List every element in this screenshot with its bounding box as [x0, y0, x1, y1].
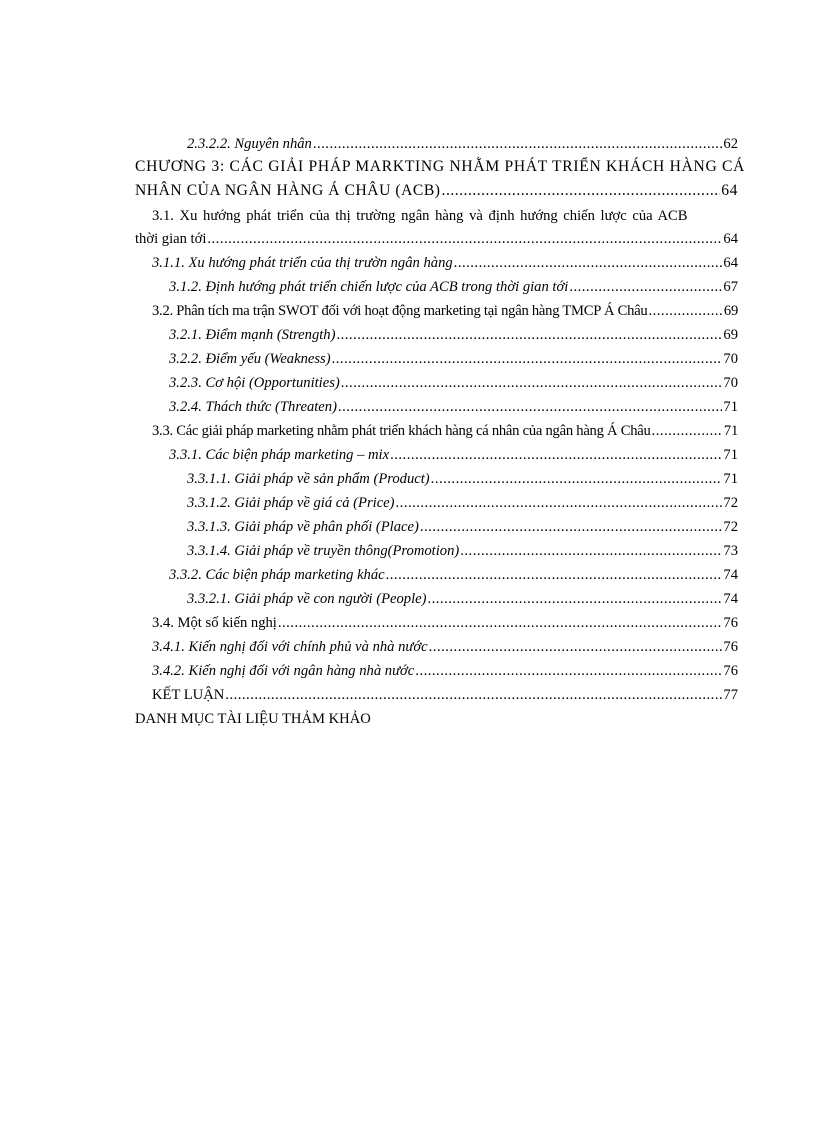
toc-entry-3-4-1 [152, 638, 738, 656]
toc-page-number: 76 [723, 663, 738, 679]
toc-page-number: 76 [723, 615, 738, 631]
toc-page-number: 71 [723, 423, 738, 439]
toc-entry-title: 2.3.2.2. Nguyên nhân [187, 136, 312, 152]
toc-page-number: 71 [723, 399, 738, 415]
toc-page-number: 64 [723, 255, 738, 271]
toc-entry-title: 3.2.3. Cơ hội (Opportunities) [169, 375, 340, 391]
toc-leader [396, 494, 723, 512]
toc-leader [313, 135, 723, 153]
toc-leader [429, 638, 723, 656]
toc-section-3-3 [152, 422, 738, 440]
toc-page-number: 70 [723, 351, 738, 367]
toc-leader [278, 614, 723, 632]
toc-leader [341, 374, 723, 392]
toc-leader [338, 398, 722, 416]
toc-leader [431, 470, 723, 488]
toc-entry-title: 3.3.1. Các biện pháp marketing – mix [169, 447, 390, 463]
toc-page-number: 70 [723, 375, 738, 391]
toc-page-number: 71 [723, 471, 738, 487]
toc-entry-title: 3.3. Các giải pháp marketing nhằm phát triển khách hàng cá nhân của ngân hàng Á Châu [152, 423, 651, 439]
toc-entry-2-3-2-2 [187, 135, 738, 153]
toc-page-number: 73 [723, 543, 738, 559]
toc-page-number: 71 [723, 447, 738, 463]
toc-entry-3-2-4 [169, 398, 738, 416]
toc-page-number: 74 [723, 591, 738, 607]
toc-entry-3-4-2 [152, 662, 738, 680]
toc-entry-title: 3.4. Một số kiến nghị [152, 615, 277, 631]
toc-entry-title: 3.2. Phân tích ma trận SWOT đối với hoạt động marketing tại ngân hàng TMCP Á Châu [152, 303, 648, 319]
toc-leader [442, 182, 721, 200]
toc-entry-3-3-1-3 [187, 518, 738, 536]
toc-entry-title: 3.3.1.3. Giải pháp về phân phối (Place) [187, 519, 419, 535]
toc-references: DANH MỤC TÀI LIỆU THẢM KHẢO [135, 711, 371, 727]
toc-entry-3-3-1-1 [187, 470, 738, 488]
toc-entry-title: 3.3.2.1. Giải pháp về con người (People) [187, 591, 427, 607]
toc-section-3-1-line1: 3.1. Xu hướng phát triển của thị trường ngân hàng và định hướng chiến lược của ACB [152, 208, 688, 224]
toc-page-number: 64 [721, 182, 738, 199]
toc-entry-3-3-2 [169, 566, 738, 584]
toc-section-3-4 [152, 614, 738, 632]
toc-page-number: 67 [723, 279, 738, 295]
toc-entry-title: NHÂN CỦA NGÂN HÀNG Á CHÂU (ACB) [135, 182, 441, 199]
toc-entry-3-1-1 [152, 254, 738, 272]
toc-leader [390, 446, 722, 464]
toc-entry-title: 3.2.2. Điểm yếu (Weakness) [169, 351, 331, 367]
toc-page-number: 74 [723, 567, 738, 583]
toc-page-number: 69 [723, 303, 738, 319]
toc-page-number: 62 [723, 136, 738, 152]
toc-leader [569, 278, 722, 296]
toc-page-number: 72 [723, 495, 738, 511]
toc-entry-title: 3.3.1.2. Giải pháp về giá cả (Price) [187, 495, 395, 511]
toc-entry-3-3-1-4 [187, 542, 738, 560]
toc-leader [454, 254, 723, 272]
toc-leader [648, 302, 722, 320]
toc-entry-3-1-2 [169, 278, 738, 296]
toc-entry-3-2-3 [169, 374, 738, 392]
toc-leader [207, 230, 722, 248]
toc-chapter-3-line1: CHƯƠNG 3: CÁC GIẢI PHÁP MARKTING NHẰM PHÁT TRIỂN KHÁCH HÀNG CÁ [135, 158, 746, 175]
toc-page-number: 69 [723, 327, 738, 343]
toc-entry-3-3-2-1 [187, 590, 738, 608]
toc-entry-title: 3.3.1.1. Giải pháp về sản phẩm (Product) [187, 471, 430, 487]
toc-leader [225, 686, 722, 704]
toc-entry-title: 3.2.4. Thách thức (Threaten) [169, 399, 337, 415]
toc-entry-title: 3.3.2. Các biện pháp marketing khác [169, 567, 385, 583]
toc-page-number: 77 [723, 687, 738, 703]
toc-page-number: 64 [723, 231, 738, 247]
toc-page-number: 72 [723, 519, 738, 535]
toc-entry-title: thời gian tới [135, 231, 207, 247]
toc-entry-3-3-1-2 [187, 494, 738, 512]
toc-conclusion [152, 686, 738, 704]
toc-entry-title: 3.1.1. Xu hướng phát triển của thị trườn ngân hàng [152, 255, 453, 271]
toc-entry-title: 3.2.1. Điểm mạnh (Strength) [169, 327, 336, 343]
toc-leader [332, 350, 723, 368]
toc-entry-3-3-1 [169, 446, 738, 464]
toc-section-3-1 [135, 230, 738, 248]
toc-entry-3-2-2 [169, 350, 738, 368]
toc-leader [427, 590, 722, 608]
toc-section-3-2 [152, 302, 738, 320]
toc-entry-title: KẾT LUẬN [152, 687, 225, 703]
toc-entry-title: 3.1.2. Định hướng phát triển chiến lược của ACB trong thời gian tới [169, 279, 569, 295]
toc-leader [420, 518, 723, 536]
toc-page-number: 76 [723, 639, 738, 655]
toc-leader [652, 422, 723, 440]
toc-entry-title: 3.4.2. Kiến nghị đối với ngân hàng nhà nước [152, 663, 415, 679]
toc-leader [415, 662, 722, 680]
toc-chapter-3 [135, 182, 738, 200]
toc-leader [386, 566, 723, 584]
toc-entry-title: 3.3.1.4. Giải pháp về truyền thông(Promotion) [187, 543, 460, 559]
toc-entry-3-2-1 [169, 326, 738, 344]
toc-leader [336, 326, 722, 344]
toc-entry-title: 3.4.1. Kiến nghị đối với chính phủ và nhà nước [152, 639, 428, 655]
toc-leader [460, 542, 722, 560]
